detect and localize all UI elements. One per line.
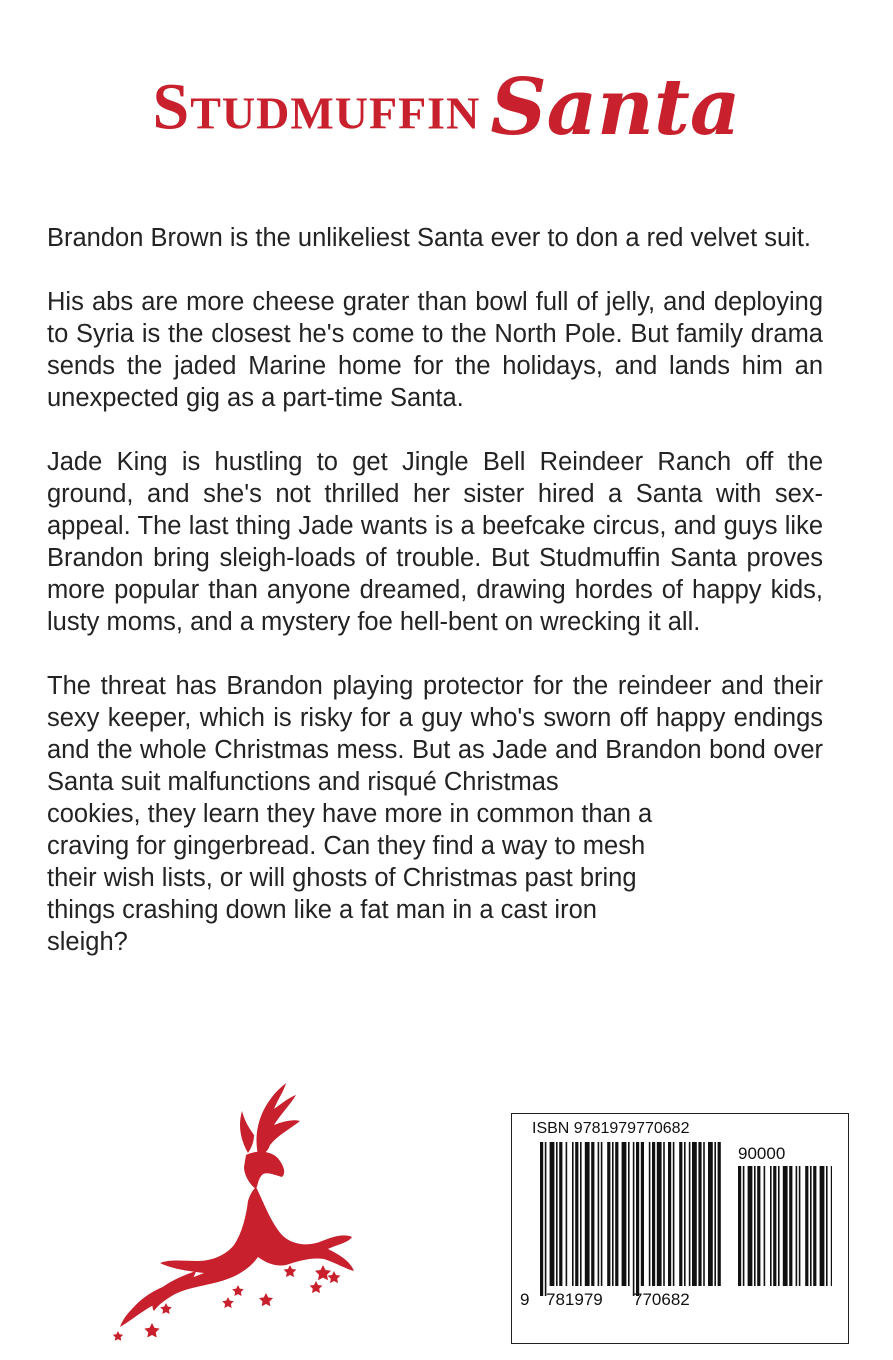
star-icon bbox=[144, 1323, 159, 1338]
barcode-bar bbox=[598, 1142, 600, 1286]
blurb-paragraph-lead: The threat has Brandon playing protector for the reindeer and their sexy keeper, which is risky for a guy who's sworn off happy endings and the whole Christmas mess. But as Jade and Brandon bond over Santa suit malfunctions and risqué Christmas bbox=[47, 672, 823, 796]
barcode-bar bbox=[566, 1142, 568, 1286]
price-code: 90000 bbox=[738, 1144, 786, 1163]
barcode-bar bbox=[652, 1142, 655, 1286]
barcode-bar bbox=[805, 1166, 808, 1286]
barcode-bar bbox=[684, 1142, 686, 1286]
barcode-bar bbox=[810, 1166, 812, 1286]
barcode-bar bbox=[628, 1142, 630, 1286]
barcode-bar bbox=[820, 1166, 825, 1286]
star-icon bbox=[160, 1303, 172, 1314]
star-icon bbox=[284, 1265, 297, 1277]
barcode-bar bbox=[714, 1142, 716, 1286]
barcode-bar bbox=[633, 1142, 635, 1296]
antler-shape bbox=[257, 1083, 300, 1155]
barcode-bar bbox=[622, 1142, 627, 1286]
barcode-bar bbox=[799, 1166, 801, 1286]
barcode-bar bbox=[657, 1142, 662, 1286]
blurb-paragraph bbox=[47, 670, 823, 958]
star-icon bbox=[328, 1271, 341, 1283]
barcode-digit-group: 770682 bbox=[633, 1290, 690, 1309]
barcode-bar bbox=[601, 1142, 603, 1286]
title-script: Santa bbox=[490, 62, 741, 153]
book-title bbox=[0, 62, 893, 153]
barcode-bars bbox=[512, 1114, 850, 1345]
head-shape bbox=[244, 1152, 284, 1189]
star-icon bbox=[310, 1281, 323, 1293]
barcode-bar bbox=[668, 1142, 671, 1286]
barcode-bar bbox=[607, 1142, 610, 1286]
barcode-bar bbox=[575, 1142, 578, 1286]
blurb-paragraph: Jade King is hustling to get Jingle Bell Reindeer Ranch off the ground, and she's not thrilled her sister hired a Santa with sex-appeal. The last thing Jade wants is a beefcake circus, and guys like Brandon bring sleigh-loads of trouble. But Studmuffin Santa proves more popular than anyone dreamed, drawing hordes of happy kids, lusty moms, and a mystery foe hell-bent on wrecking it all. bbox=[47, 448, 823, 636]
barcode-bar bbox=[580, 1142, 582, 1286]
barcode-bar bbox=[559, 1142, 562, 1286]
barcode-bar bbox=[692, 1142, 697, 1286]
barcode-bar bbox=[831, 1166, 832, 1286]
barcode-bar bbox=[550, 1142, 555, 1286]
barcode-bar bbox=[789, 1166, 792, 1286]
barcode-bar bbox=[718, 1142, 721, 1286]
barcode-bar bbox=[778, 1166, 780, 1286]
barcode-bar bbox=[703, 1142, 705, 1286]
blurb-paragraph: His abs are more cheese grater than bowl full of jelly, and deploying to Syria is the closest he's come to the North Pole. But family drama sends the jaded Marine home for the holidays, and lands him an unexpected gig as a part-time Santa. bbox=[47, 288, 823, 412]
barcode-bar bbox=[636, 1142, 639, 1296]
star-icon bbox=[222, 1297, 234, 1308]
barcode-digit-group: 781979 bbox=[546, 1290, 603, 1309]
barcode-bar bbox=[743, 1166, 745, 1286]
barcode-bar bbox=[698, 1142, 701, 1286]
blurb-paragraph-tail: cookies, they learn they have more in common than a craving for gingerbread. Can they find a way to mesh their wish lists, or will ghosts of Christmas past bring things crashing down like a fat man in a cast iron sleigh? bbox=[47, 800, 653, 956]
body-shape bbox=[152, 1187, 354, 1311]
barcode-bar bbox=[673, 1142, 675, 1286]
barcode-bar bbox=[826, 1166, 828, 1286]
barcode-bar bbox=[591, 1142, 594, 1286]
barcode-bar bbox=[708, 1142, 713, 1286]
barcode-bar bbox=[540, 1142, 543, 1296]
barcode-bar bbox=[757, 1166, 760, 1286]
star-icon bbox=[259, 1293, 273, 1306]
barcode-bar bbox=[689, 1142, 691, 1286]
leaping-reindeer-icon bbox=[108, 1075, 368, 1345]
barcode-bar bbox=[545, 1142, 547, 1296]
barcode-bar bbox=[585, 1142, 590, 1286]
barcode-digit-group: 9 bbox=[520, 1290, 530, 1309]
barcode-bar bbox=[572, 1142, 574, 1286]
barcode-bar bbox=[556, 1142, 558, 1286]
title-main: Studmuffin bbox=[152, 70, 481, 144]
back-cover-blurb bbox=[47, 222, 823, 990]
barcode-bar bbox=[649, 1142, 651, 1286]
barcode-bar bbox=[663, 1142, 665, 1286]
barcode-bar bbox=[641, 1142, 644, 1286]
isbn-barcode bbox=[511, 1113, 849, 1344]
barcode-bar bbox=[764, 1166, 766, 1286]
isbn-label: ISBN 9781979770682 bbox=[532, 1120, 690, 1137]
star-icon bbox=[315, 1265, 331, 1280]
star-icon bbox=[232, 1285, 244, 1296]
barcode-bar bbox=[679, 1142, 682, 1286]
barcode-bar bbox=[738, 1166, 741, 1286]
barcode-bar bbox=[612, 1142, 614, 1286]
star-icon bbox=[113, 1331, 123, 1341]
barcode-bar bbox=[754, 1166, 756, 1286]
barcode-bar bbox=[615, 1142, 618, 1286]
barcode-bar bbox=[770, 1166, 772, 1286]
blurb-paragraph: Brandon Brown is the unlikeliest Santa ever to don a red velvet suit. bbox=[47, 224, 812, 252]
barcode-bar bbox=[748, 1166, 753, 1286]
barcode-bar bbox=[783, 1166, 788, 1286]
antler-shape bbox=[240, 1111, 254, 1153]
barcode-bar bbox=[813, 1166, 816, 1286]
barcode-bar bbox=[773, 1166, 776, 1286]
barcode-bar bbox=[796, 1166, 798, 1286]
